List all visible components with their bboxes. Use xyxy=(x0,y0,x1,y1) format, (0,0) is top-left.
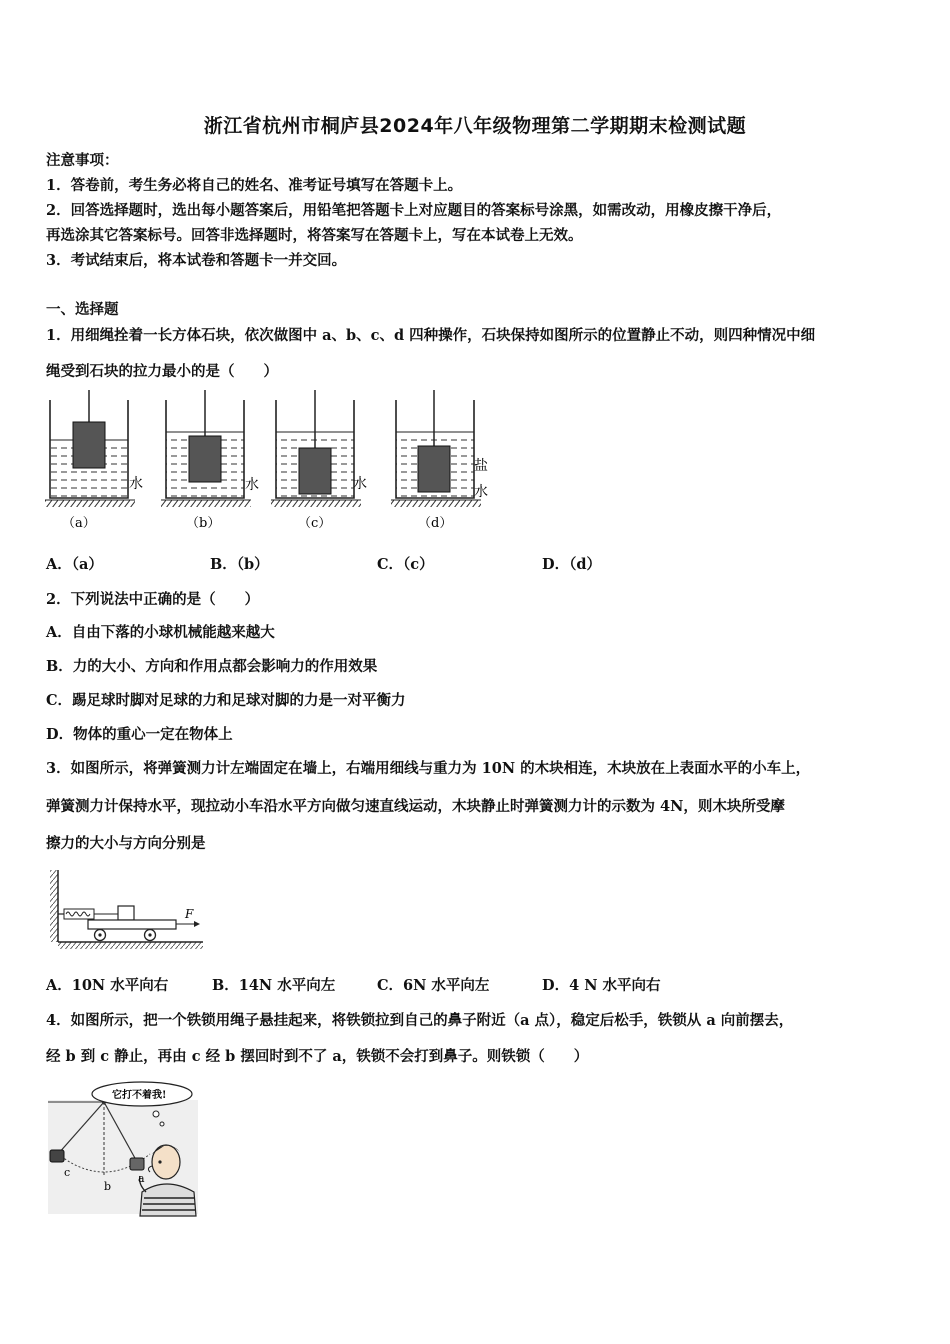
q1-figure xyxy=(40,388,510,536)
q4-figure xyxy=(46,1080,206,1218)
lock-icon xyxy=(50,1150,64,1162)
notice-item: 再选涂其它答案标号。回答非选择题时，将答案写在答题卡上，写在本试卷上无效。 xyxy=(46,227,583,244)
point-label-a: a xyxy=(138,1172,145,1185)
q3-stem-line-1: 3．如图所示，将弹簧测力计左端固定在墙上，右端用细线与重力为 10N 的木块相连，木块放在上表面水平的小车上， xyxy=(46,760,811,777)
liquid-label-d1: 盐 xyxy=(474,458,488,474)
beaker-a xyxy=(45,390,135,507)
q3-option-b[interactable]: B．14N 水平向左 xyxy=(212,977,336,994)
liquid-label-c: 水 xyxy=(353,476,367,492)
q2-option-a[interactable]: A．自由下落的小球机械能越来越大 xyxy=(46,624,275,641)
q3-stem-line-2: 弹簧测力计保持水平，现拉动小车沿水平方向做匀速直线运动，木块静止时弹簧测力计的示数为 4N，则木块所受摩 xyxy=(46,798,785,815)
figure-caption-c: （c） xyxy=(298,516,332,531)
q3-option-c[interactable]: C．6N 水平向左 xyxy=(377,977,490,994)
q3-stem-line-3: 擦力的大小与方向分别是 xyxy=(46,835,206,852)
figure-caption-d: （d） xyxy=(418,516,453,531)
page-title: 浙江省杭州市桐庐县2024年八年级物理第二学期期末检测试题 xyxy=(203,115,747,137)
q4-stem-line-2: 经 b 到 c 静止，再由 c 经 b 摆回时到不了 a，铁锁不会打到鼻子。则铁锁（ ） xyxy=(46,1048,589,1065)
q4-stem-line-1: 4．如图所示，把一个铁锁用绳子悬挂起来，将铁锁拉到自己的鼻子附近（a 点），稳定后松手，铁锁从 a 向前摆去， xyxy=(46,1012,794,1029)
figure-caption-a: （a） xyxy=(62,516,96,531)
q1-stem-line-2: 绳受到石块的拉力最小的是（ ） xyxy=(46,363,278,380)
notice-heading: 注意事项： xyxy=(46,152,119,169)
q2-option-b[interactable]: B．力的大小、方向和作用点都会影响力的作用效果 xyxy=(46,658,378,675)
beaker-c xyxy=(271,390,361,507)
notice-item: 1．答卷前，考生务必将自己的姓名、准考证号填写在答题卡上。 xyxy=(46,177,463,194)
figure-caption-b: （b） xyxy=(186,516,221,531)
cart xyxy=(88,920,176,929)
q2-option-d[interactable]: D．物体的重心一定在物体上 xyxy=(46,726,233,743)
svg-text:它打不着我!: 它打不着我! xyxy=(112,1090,167,1101)
point-label-b: b xyxy=(104,1180,112,1193)
q3-figure xyxy=(48,868,208,952)
liquid-label-b: 水 xyxy=(245,477,259,493)
beaker-d xyxy=(391,390,481,507)
notice-item: 3．考试结束后，将本试卷和答题卡一并交回。 xyxy=(46,252,347,269)
q3-option-d[interactable]: D．4 N 水平向右 xyxy=(542,977,661,994)
section-heading: 一、选择题 xyxy=(46,301,119,318)
q1-option-a[interactable]: A．（a） xyxy=(46,556,103,573)
liquid-label-a: 水 xyxy=(129,476,143,492)
lock-icon xyxy=(130,1158,144,1170)
q1-option-d[interactable]: D．（d） xyxy=(542,556,601,573)
q2-option-c[interactable]: C．踢足球时脚对足球的力和足球对脚的力是一对平衡力 xyxy=(46,692,406,709)
q2-stem: 2．下列说法中正确的是（ ） xyxy=(46,591,260,608)
beaker-b xyxy=(161,390,251,507)
q1-option-c[interactable]: C．（c） xyxy=(377,556,434,573)
liquid-label-d2: 水 xyxy=(474,484,488,500)
q1-option-b[interactable]: B．（b） xyxy=(210,556,269,573)
force-label: F xyxy=(185,907,194,921)
q3-option-a[interactable]: A．10N 水平向右 xyxy=(46,977,169,994)
notice-item: 2．回答选择题时，选出每小题答案后，用铅笔把答题卡上对应题目的答案标号涂黑，如需改动，用橡皮擦干净后， xyxy=(46,202,782,219)
q1-stem-line-1: 1．用细绳拴着一长方体石块，依次做图中 a、b、c、d 四种操作，石块保持如图所示的位置静止不动，则四种情况中细 xyxy=(46,327,816,344)
wooden-block xyxy=(118,906,134,920)
point-label-c: c xyxy=(64,1166,71,1179)
